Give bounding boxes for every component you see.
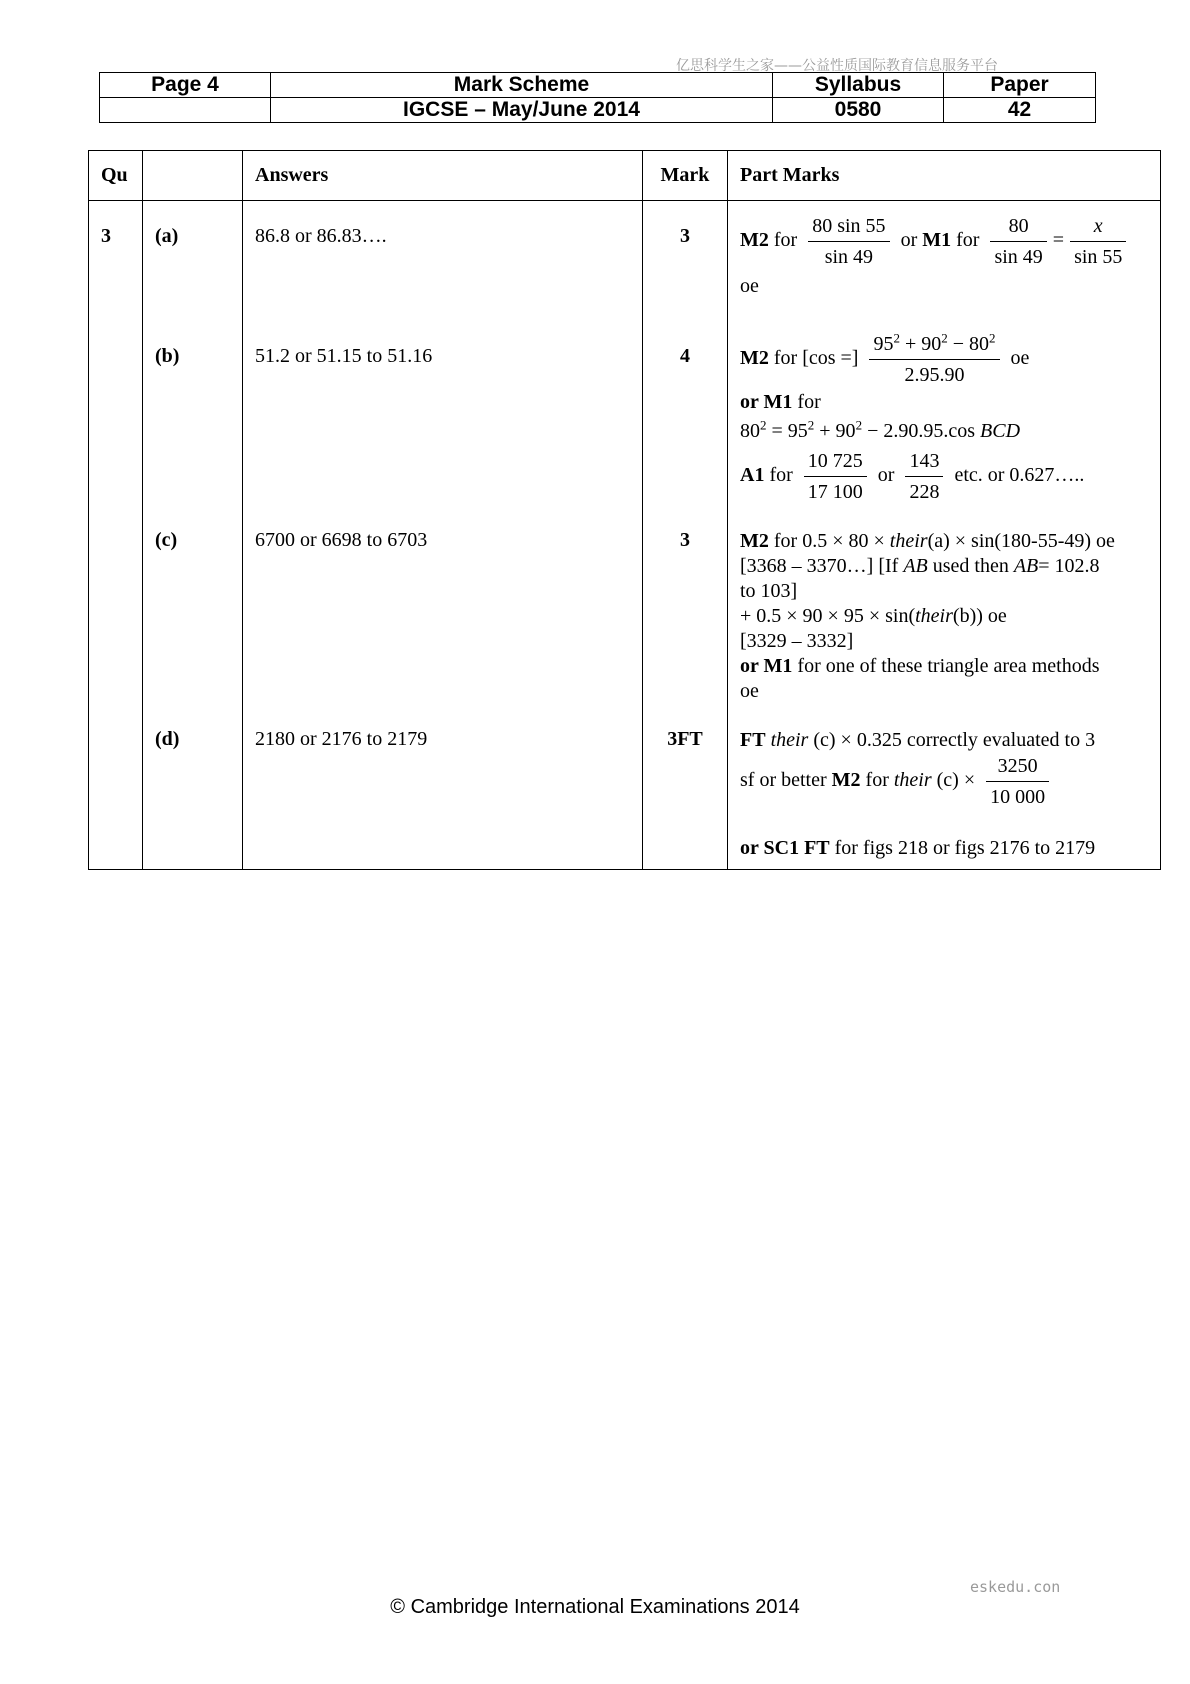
mark: 4 (643, 321, 728, 529)
fraction: $\frac{80}{\sin 49}$ (990, 213, 1046, 270)
watermark-top: 亿思科学生之家——公益性质国际教育信息服务平台 (676, 58, 998, 74)
table-header-row (89, 151, 1161, 201)
header-syllabus: 0580 (773, 98, 944, 123)
fraction: $\frac{x}{\sin 55}$ (1070, 213, 1126, 270)
table-row (89, 529, 1161, 728)
table-row (89, 728, 1161, 870)
question-number: 3 (89, 201, 143, 322)
answer: 6700 or 6698 to 6703 (243, 529, 643, 728)
fraction: $\frac{95^2 + 90^2 - 80^2}{2.95.90}$ (869, 331, 999, 388)
fraction: $\frac{10 725}{17 100}$ (804, 448, 867, 505)
answer: 2180 or 2176 to 2179 (243, 728, 643, 870)
answer: 86.8 or 86.83…. (243, 201, 643, 322)
watermark-bottom: eskedu.con (970, 1578, 1061, 1596)
fraction: $\frac{80 \sin 55}{\sin 49}$ (808, 213, 889, 270)
header-exam: IGCSE – May/June 2014 (271, 98, 773, 123)
col-qu: Qu (89, 151, 143, 201)
copyright-footer: © Cambridge International Examinations 2014 (390, 1596, 800, 1618)
fraction: $\frac{3250}{10 000}$ (986, 753, 1049, 810)
table-row (89, 201, 1161, 322)
part-label: (b) (143, 321, 243, 529)
part-marks-b: M2 for [cos =] $\frac{95^2 + 90^2 - 80^2}{2.95.90}$ oe or M1 for $80^2 = 95^2 + 90^2 - 2.90.95.\cos$ BCD A1 for $\frac{10 725}{17 100}$ or $\frac{143}{228}$ etc. or 0.627….. (728, 321, 1161, 529)
col-part (143, 151, 243, 201)
mark: 3 (643, 529, 728, 728)
header-syllabus-label: Syllabus (773, 73, 944, 98)
mark: 3FT (643, 728, 728, 870)
part-label: (d) (143, 728, 243, 870)
part-label: (a) (143, 201, 243, 322)
header-paper: 42 (944, 98, 1096, 123)
mark: 3 (643, 201, 728, 322)
col-mark: Mark (643, 151, 728, 201)
header-doc: Mark Scheme (271, 73, 773, 98)
header-table (99, 72, 1096, 123)
header-page: Page 4 (100, 73, 271, 98)
header-paper-label: Paper (944, 73, 1096, 98)
header-empty (100, 98, 271, 123)
col-part-marks: Part Marks (728, 151, 1161, 201)
col-answers: Answers (243, 151, 643, 201)
answer: 51.2 or 51.15 to 51.16 (243, 321, 643, 529)
part-marks-d: FT their (c) × 0.325 correctly evaluated to 3 sf or better M2 for their (c) × $\frac{3250}{10 000}$ or SC1 FT for figs 218 or figs 2176 to 2179 (728, 728, 1161, 870)
part-label: (c) (143, 529, 243, 728)
part-marks-a: M2 for $\frac{80 \sin 55}{\sin 49}$ or M1 for $\frac{80}{\sin 49}$ = $\frac{x}{\sin 55}$ oe (728, 201, 1161, 322)
table-row (89, 321, 1161, 529)
part-marks-c: M2 for 0.5 × 80 × their(a) × sin(180-55-49) oe [3368 – 3370…] [If AB used then AB= 102.8 to 103] + 0.5 × 90 × 95 × sin(their(b)) oe [3329 – 3332] or M1 for one of these triangle area methods oe (728, 529, 1161, 728)
mark-scheme-table (88, 150, 1161, 870)
fraction: $\frac{143}{228}$ (905, 448, 943, 505)
